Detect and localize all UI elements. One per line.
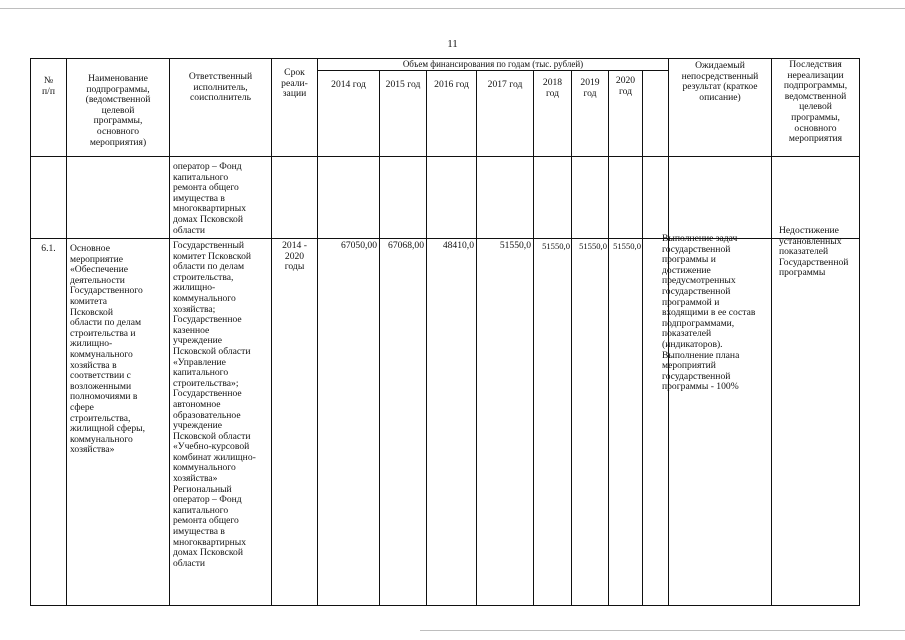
header-num: № п/п — [42, 75, 55, 97]
header-year-2018: 2018 год — [542, 77, 563, 99]
continuation-executor: оператор – Фонд капитального ремонта общего имущества в многоквартирных домах Псковской области — [173, 161, 246, 236]
header-year-2019: 2019 год — [580, 77, 600, 99]
header-bottom-border — [30, 156, 860, 157]
funding-group-divider — [317, 70, 668, 71]
row-term: 2014 - 2020 годы — [282, 240, 307, 273]
col-line-0 — [30, 58, 31, 606]
header-year-2014: 2014 год — [331, 79, 366, 90]
page-number: 11 — [447, 38, 458, 50]
col-line-5 — [379, 70, 380, 606]
col-line-11 — [642, 70, 643, 606]
header-year-2020: 2020 год — [615, 75, 636, 97]
col-line-7 — [476, 70, 477, 606]
col-line-14 — [859, 58, 860, 606]
header-consequences: Последствия нереализации подпрограммы, ведомственной целевой программы, основного мероприятия — [783, 59, 848, 145]
row-num: 6.1. — [41, 243, 56, 254]
header-name: Наименование подпрограммы, (ведомственной целевой программы, основного мероприятия) — [85, 73, 151, 148]
header-year-2017: 2017 год — [487, 79, 523, 90]
row-value-2020: 51550,0 — [613, 241, 641, 251]
row-name: Основное мероприятие «Обеспечение деятельности Государственного комитета Псковской области по делам строительства и жилищно- коммунального хозяйства в соответствии с возложенными полномочиями в сфере строительства, жилищной сферы, коммунального хозяйства» — [70, 243, 146, 456]
row-value-2014: 67050,00 — [341, 240, 377, 251]
scan-edge-bottom — [420, 630, 905, 631]
header-executor: Ответственный исполнитель, соисполнитель — [188, 71, 253, 104]
header-term: Срок реали- зации — [281, 67, 308, 100]
table-bottom-border — [30, 605, 860, 606]
row-value-2018: 51550,0 — [542, 241, 570, 251]
row-consequences: Недостижение установленных показателей Государственной программы — [779, 225, 849, 279]
col-line-3 — [271, 58, 272, 606]
col-line-2 — [169, 58, 170, 606]
scan-edge-top — [0, 8, 905, 9]
row-executor: Государственный комитет Псковской области по делам строительства, жилищно- коммунального хозяйства; Государственное казенное учреждение Псковской области «Управление капитального строительства»; Государственное автономное образовательное учреждение Псковской области «Учебно-курсовой комбинат жилищно- коммунального хозяйства» Региональный оператор – Фонд капитального ремонта общего имущества в многоквартирных домах Псковской области — [173, 240, 256, 569]
header-result: Ожидаемый непосредственный результат (краткое описание) — [681, 60, 759, 103]
col-line-9 — [571, 70, 572, 606]
funding-table — [30, 58, 860, 606]
header-year-2016: 2016 год — [434, 79, 469, 90]
col-line-4 — [317, 58, 318, 606]
row-value-2015: 67068,00 — [388, 240, 424, 251]
row-value-2019: 51550,0 — [579, 241, 607, 251]
col-line-6 — [426, 70, 427, 606]
header-year-2015: 2015 год — [385, 79, 421, 90]
row-result: Выполнение задач государственной программы и достижение предусмотренных государственной программой и входящими в ее состав подпрограммами, показателей (индикаторов). Выполнение плана мероприятий государственной программы - 100% — [662, 233, 756, 393]
row-value-2017: 51550,0 — [499, 240, 531, 251]
col-line-8 — [533, 70, 534, 606]
row-value-2016: 48410,0 — [442, 240, 474, 251]
header-funding-group: Объем финансирования по годам (тыс. рублей) — [402, 59, 584, 69]
col-line-10 — [608, 70, 609, 606]
